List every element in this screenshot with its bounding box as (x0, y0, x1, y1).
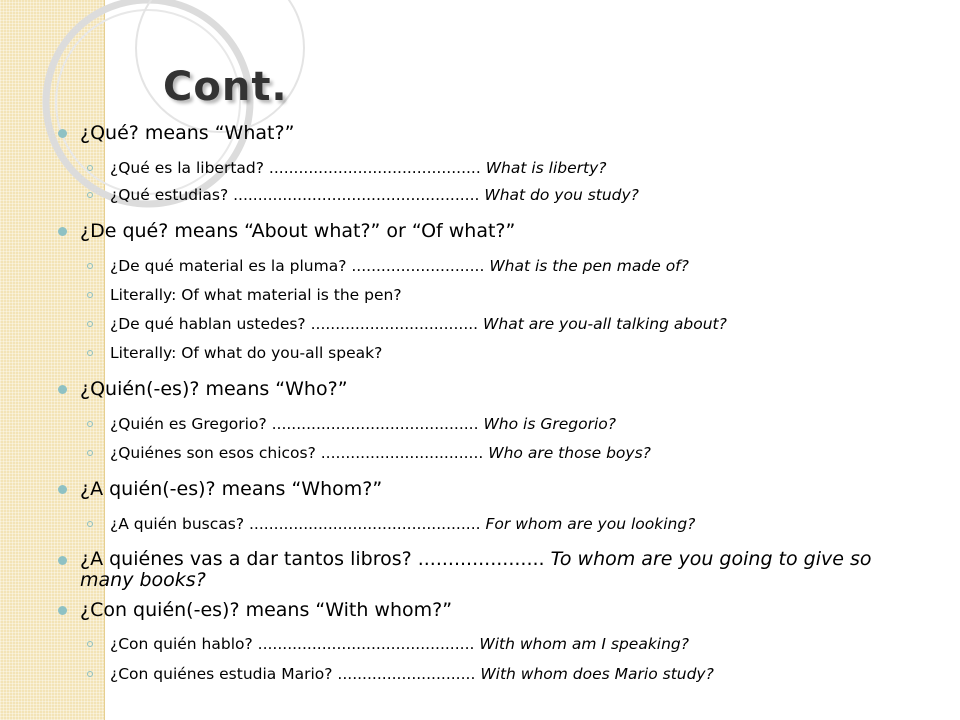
sub-bullet-circle (87, 192, 93, 198)
bullet-quien: ¿Quién(-es)? means “Who?” (58, 378, 938, 415)
sub-bullet-circle (87, 165, 93, 171)
bullet-dot (58, 556, 67, 565)
bullet-que: ¿Qué? means “What?” (58, 122, 938, 159)
sub-bullet-circle (87, 641, 93, 647)
sub-bullet-circle (87, 263, 93, 269)
sub-bullet-circle (87, 292, 93, 298)
bullet-list (58, 122, 938, 695)
sub-bullet-quien-gregorio: ¿Quién es Gregorio? .......................................... Who is Gregorio? (58, 415, 938, 444)
sub-bullet-a-quien-buscas: ¿A quién buscas? ............................................... For whom are you looking? (58, 515, 938, 549)
sub-bullet-circle (87, 350, 93, 356)
sub-bullet-literally-speak: Literally: Of what do you-all speak? (58, 344, 938, 378)
sub-bullet-de-que-material: ¿De qué material es la pluma? ........................... What is the pen made of? (58, 257, 938, 286)
sub-bullet-circle (87, 321, 93, 327)
sub-bullet-con-quien-hablo: ¿Con quién hablo? ............................................ With whom am I speaking? (58, 635, 938, 665)
bullet-a-quien: ¿A quién(-es)? means “Whom?” (58, 478, 938, 515)
bullet-dot (58, 227, 67, 236)
bullet-dot (58, 129, 67, 138)
sub-bullet-circle (87, 421, 93, 427)
sub-bullet-de-que-hablan: ¿De qué hablan ustedes? .................................. What are you-all talking about? (58, 315, 938, 344)
sub-bullet-circle (87, 521, 93, 527)
sub-bullet-circle (87, 450, 93, 456)
bullet-dot (58, 606, 67, 615)
sub-bullet-que-libertad: ¿Qué es la libertad? ........................................... What is liberty? (58, 159, 938, 186)
sub-bullet-literally-material: Literally: Of what material is the pen? (58, 286, 938, 315)
slide-title: Cont. (163, 64, 288, 110)
bullet-de-que: ¿De qué? means “About what?” or “Of what?” (58, 220, 938, 257)
sub-bullet-quienes-chicos: ¿Quiénes son esos chicos? ................................. Who are those boys? (58, 444, 938, 478)
sub-bullet-circle (87, 671, 93, 677)
bullet-dot (58, 385, 67, 394)
bullet-dot (58, 485, 67, 494)
bullet-con-quien: ¿Con quién(-es)? means “With whom?” (58, 599, 938, 635)
sub-bullet-con-quienes-mario: ¿Con quiénes estudia Mario? ............................ With whom does Mario study? (58, 665, 938, 695)
sub-bullet-que-estudias: ¿Qué estudias? .................................................. What do you study? (58, 186, 938, 220)
bullet-a-quienes-libros: ¿A quiénes vas a dar tantos libros? ..................... To whom are you going to give so many books? (58, 549, 878, 599)
